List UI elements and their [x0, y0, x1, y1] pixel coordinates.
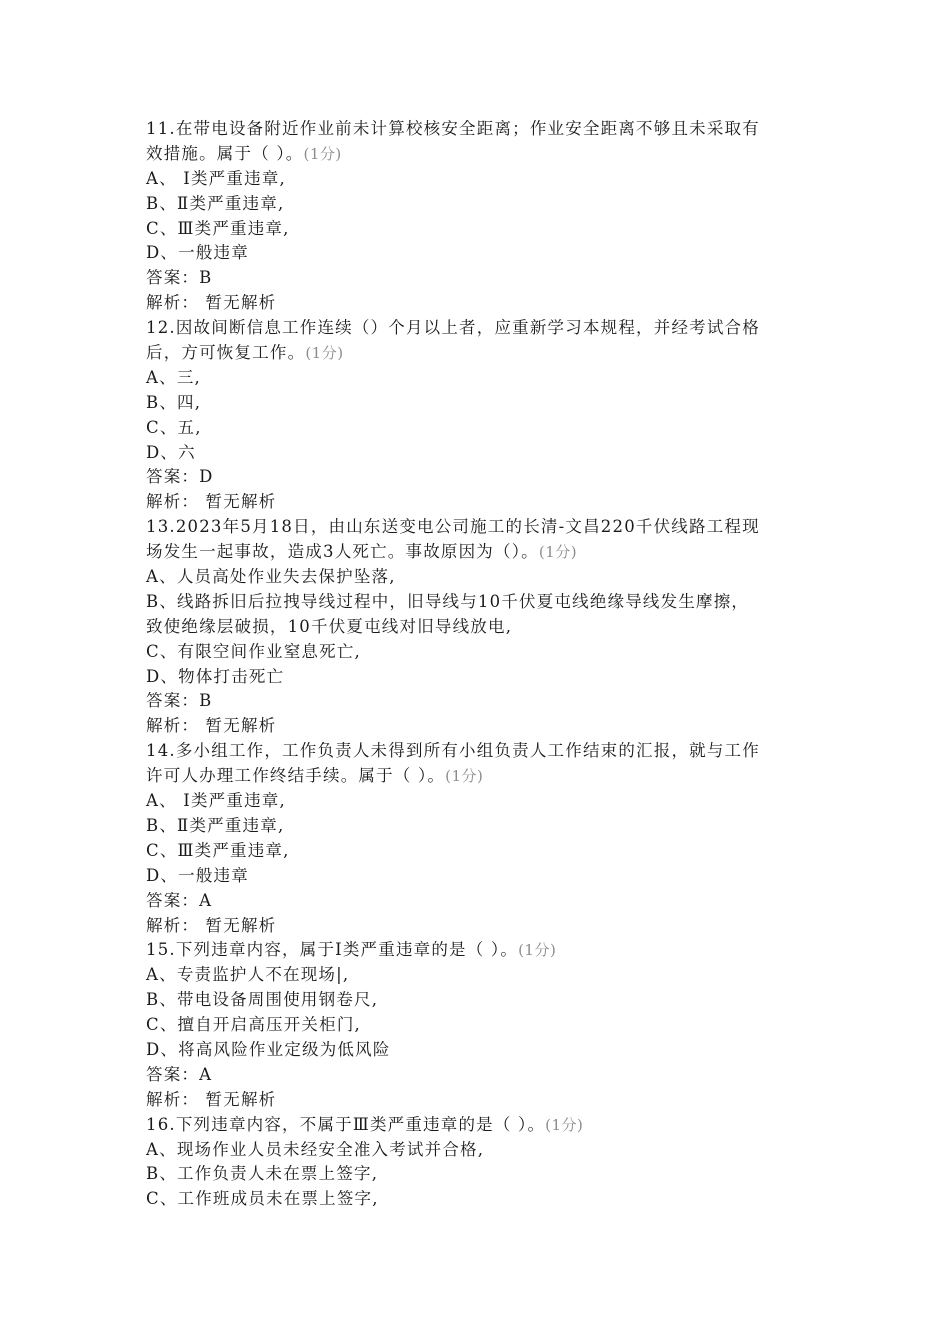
score-label: (1分)	[538, 543, 578, 562]
analysis: 解析： 暂无解析	[146, 716, 277, 736]
question-list	[146, 117, 814, 1212]
analysis: 解析： 暂无解析	[146, 492, 277, 512]
question-11	[146, 117, 814, 316]
answer: 答案：D	[146, 467, 214, 487]
option-b: B、工作负责人未在票上签字,	[146, 1164, 379, 1184]
question-stem-text: 效措施。属于（ ）。	[146, 143, 304, 163]
question-stem-line	[146, 938, 814, 963]
answer: 答案：A	[146, 1064, 213, 1084]
option-c: C、Ⅲ类严重违章,	[146, 218, 290, 238]
option-b: B、Ⅱ类严重违章,	[146, 193, 285, 213]
question-stem-line: 11.在带电设备附近作业前未计算校核安全距离；作业安全距离不够且未采取有	[146, 119, 760, 138]
option-c: C、有限空间作业窒息死亡,	[146, 641, 361, 661]
question-stem-line	[146, 540, 814, 565]
question-stem-text: 后，方可恢复工作。	[146, 343, 306, 363]
question-stem-text: 16.下列违章内容，不属于Ⅲ类严重违章的是（ ）。	[146, 1114, 546, 1134]
option-c: C、五,	[146, 417, 202, 437]
question-13	[146, 515, 814, 739]
question-15	[146, 938, 814, 1112]
answer: 答案：B	[146, 691, 213, 711]
score-label: (1分)	[303, 144, 342, 163]
question-stem-line: 14.多小组工作，工作负责人未得到所有小组负责人工作结束的汇报，就与工作	[146, 741, 760, 761]
score-label: (1分)	[445, 767, 484, 786]
question-16	[146, 1113, 814, 1213]
score-label: (1分)	[545, 1115, 584, 1134]
option-d: D、物体打击死亡	[146, 666, 285, 686]
question-stem-text: 场发生一起事故，造成3人死亡。事故原因为（）。	[146, 542, 539, 562]
option-a: A、专责监护人不在现场|,	[146, 965, 350, 985]
analysis: 解析： 暂无解析	[146, 293, 277, 313]
option-a: A、 Ⅰ类严重违章,	[146, 791, 286, 811]
question-stem-line	[146, 341, 814, 366]
option-d: D、一般违章	[146, 865, 249, 885]
option-b-continued: 致使绝缘层破损，10千伏夏屯线对旧导线放电,	[146, 616, 513, 636]
option-d: D、一般违章	[146, 243, 249, 263]
analysis: 解析： 暂无解析	[146, 1089, 277, 1109]
option-b: B、线路拆旧后拉拽导线过程中，旧导线与10千伏夏屯线绝缘导线发生摩擦，	[146, 591, 750, 611]
option-d: D、将高风险作业定级为低风险	[146, 1039, 391, 1059]
question-stem-line	[146, 142, 814, 167]
option-b: B、带电设备周围使用钢卷尺,	[146, 990, 379, 1010]
question-stem-line: 13.2023年5月18日，由山东送变电公司施工的长清-文昌220千伏线路工程现	[146, 517, 760, 537]
option-b: B、Ⅱ类严重违章,	[146, 815, 285, 835]
option-a: A、现场作业人员未经安全准入考试并合格,	[146, 1139, 485, 1159]
question-stem-text: 许可人办理工作终结手续。属于（ ）。	[146, 766, 446, 786]
question-stem-text: 15.下列违章内容，属于Ⅰ类严重违章的是（ ）。	[146, 940, 519, 960]
option-a: A、三,	[146, 367, 201, 387]
answer: 答案：B	[146, 268, 213, 288]
question-14	[146, 739, 814, 938]
question-stem-line	[146, 1113, 814, 1138]
option-a: A、人员高处作业失去保护坠落,	[146, 567, 396, 587]
question-stem-line: 12.因故间断信息工作连续（）个月以上者，应重新学习本规程，并经考试合格	[146, 318, 760, 338]
option-c: C、Ⅲ类严重违章,	[146, 840, 290, 860]
question-12	[146, 316, 814, 515]
option-d: D、六	[146, 442, 196, 462]
question-stem-line	[146, 764, 814, 789]
option-a: A、 Ⅰ类严重违章,	[146, 168, 286, 188]
score-label: (1分)	[518, 941, 557, 960]
option-c: C、擅自开启高压开关柜门,	[146, 1015, 361, 1035]
option-b: B、四,	[146, 392, 202, 412]
answer: 答案：A	[146, 890, 213, 910]
analysis: 解析： 暂无解析	[146, 915, 277, 935]
score-label: (1分)	[305, 344, 344, 363]
option-c: C、工作班成员未在票上签字,	[146, 1189, 379, 1209]
